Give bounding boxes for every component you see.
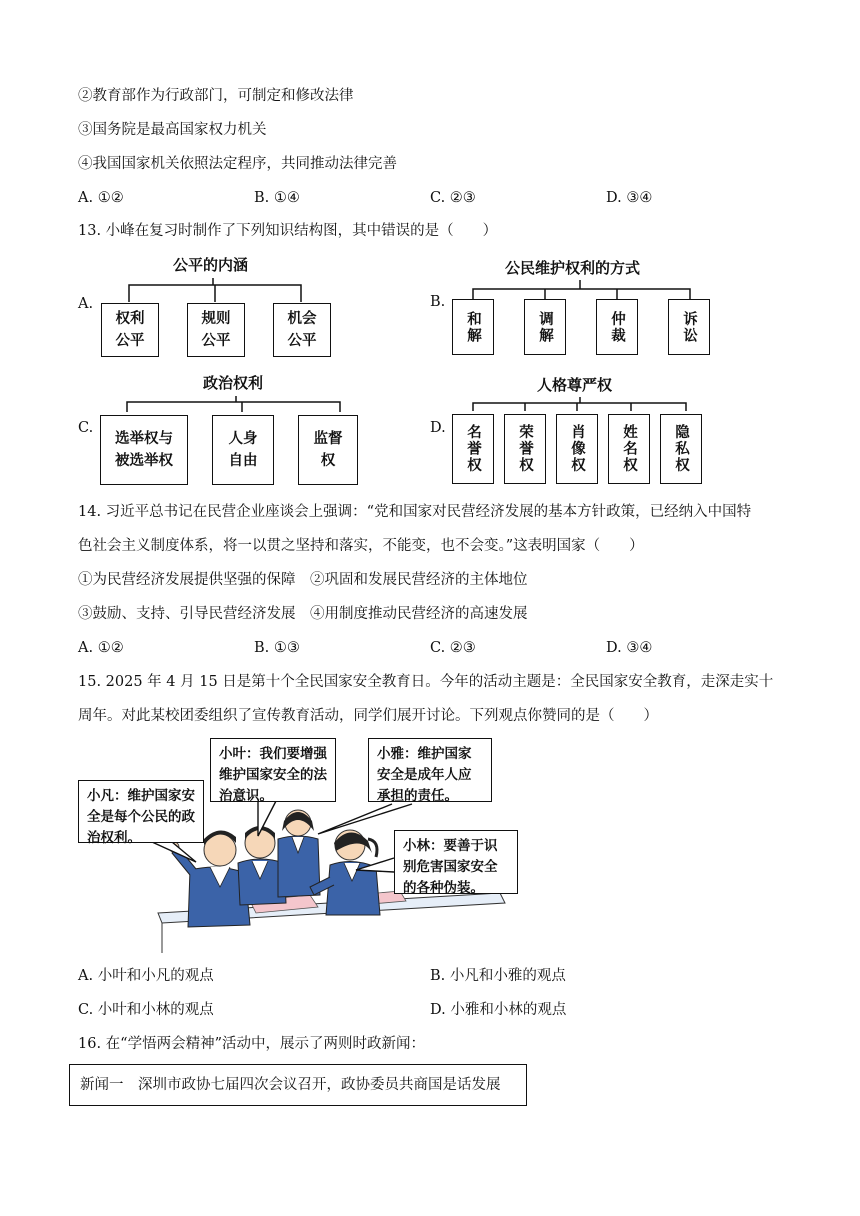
q12-option-c[interactable]: C. ②③: [430, 190, 476, 206]
diagram-c-box-1: 选举权与 被选举权: [100, 415, 188, 485]
diagram-b-box-3: 仲裁: [596, 299, 638, 355]
q13-letter-d[interactable]: D.: [430, 420, 446, 436]
q12-statement-3: ③国务院是最高国家权力机关: [78, 122, 267, 138]
diagram-a-title: 公平的内涵: [173, 256, 249, 274]
q14-statements-3-4: ③鼓励、支持、引导民营经济发展 ④用制度推动民营经济的高速发展: [78, 606, 528, 622]
q14-option-d[interactable]: D. ③④: [606, 640, 653, 656]
diagram-d-box-4: 姓名权: [608, 414, 650, 484]
q15-stem-line-1: 15. 2025 年 4 月 15 日是第十个全民国家安全教育日。今年的活动主题是：全民国家安全教育，走深走实十: [78, 674, 774, 690]
q12-option-a[interactable]: A. ①②: [78, 190, 124, 206]
diagram-a-box-1: 权利 公平: [101, 303, 159, 357]
q12-option-d[interactable]: D. ③④: [606, 190, 653, 206]
q13-stem: 13. 小峰在复习时制作了下列知识结构图，其中错误的是（ ）: [78, 223, 498, 239]
q15-option-b[interactable]: B. 小凡和小雅的观点: [430, 968, 566, 984]
diagram-c-box-2: 人身 自由: [212, 415, 274, 485]
q14-option-b[interactable]: B. ①③: [254, 640, 300, 656]
bubble-xiaolin: 小林：要善于识别危害国家安全的各种伪装。: [394, 830, 518, 894]
q12-option-b[interactable]: B. ①④: [254, 190, 300, 206]
diagram-d-box-3: 肖像权: [556, 414, 598, 484]
diagram-a-box-3: 机会 公平: [273, 303, 331, 357]
diagram-d-box-5: 隐私权: [660, 414, 702, 484]
q14-option-c[interactable]: C. ②③: [430, 640, 476, 656]
diagram-c-title: 政治权利: [203, 374, 264, 392]
q15-stem-line-2: 周年。对此某校团委组织了宣传教育活动，同学们展开讨论。下列观点你赞同的是（ ）: [78, 708, 658, 724]
q15-option-c[interactable]: C. 小叶和小林的观点: [78, 1002, 214, 1018]
q13-letter-a[interactable]: A.: [78, 296, 94, 312]
q15-option-a[interactable]: A. 小叶和小凡的观点: [78, 968, 214, 984]
q14-stem-line-1: 14. 习近平总书记在民营企业座谈会上强调：“党和国家对民营经济发展的基本方针政策，已经纳入中国特: [78, 504, 752, 520]
diagram-b-box-1: 和解: [452, 299, 494, 355]
diagram-c-box-3: 监督 权: [298, 415, 358, 485]
q15-option-d[interactable]: D. 小雅和小林的观点: [430, 1002, 567, 1018]
q12-statement-2: ②教育部作为行政部门，可制定和修改法律: [78, 88, 354, 104]
diagram-b-box-4: 诉讼: [668, 299, 710, 355]
q14-option-a[interactable]: A. ①②: [78, 640, 124, 656]
diagram-b-title: 公民维护权利的方式: [505, 259, 641, 277]
q13-letter-b[interactable]: B.: [430, 294, 446, 310]
bubble-xiaoye: 小叶：我们要增强维护国家安全的法治意识。: [210, 738, 336, 802]
diagram-d-box-1: 名誉权: [452, 414, 494, 484]
diagram-d-title: 人格尊严权: [537, 376, 613, 394]
diagram-a-box-2: 规则 公平: [187, 303, 245, 357]
diagram-b-box-2: 调解: [524, 299, 566, 355]
q16-news-1: 新闻一 深圳市政协七届四次会议召开，政协委员共商国是话发展: [69, 1064, 527, 1106]
q12-statement-4: ④我国国家机关依照法定程序，共同推动法律完善: [78, 156, 397, 172]
q13-letter-c[interactable]: C.: [78, 420, 94, 436]
q16-stem: 16. 在“学悟两会精神”活动中，展示了两则时政新闻：: [78, 1036, 425, 1052]
q14-statements-1-2: ①为民营经济发展提供坚强的保障 ②巩固和发展民营经济的主体地位: [78, 572, 528, 588]
diagram-d-box-2: 荣誉权: [504, 414, 546, 484]
q14-stem-line-2: 色社会主义制度体系，将一以贯之坚持和落实，不能变，也不会变。”这表明国家（ ）: [78, 538, 644, 554]
bubble-xiaofan: 小凡：维护国家安全是每个公民的政治权利。: [78, 780, 204, 843]
bubble-xiaoya: 小雅：维护国家安全是成年人应承担的责任。: [368, 738, 492, 802]
